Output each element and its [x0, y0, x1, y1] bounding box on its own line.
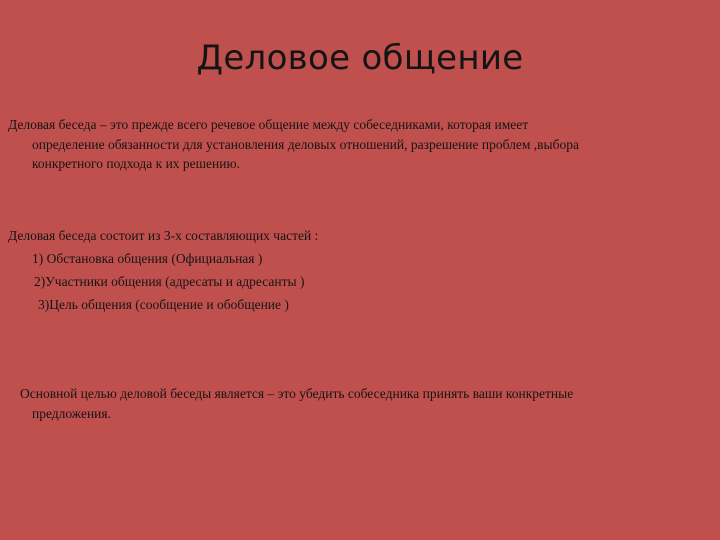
paragraph-line: предложения.	[32, 405, 111, 421]
paragraph-line: Основной целью деловой беседы является – это убедить собеседника принять ваши конкретные	[20, 386, 574, 401]
component-item-1: 1) Обстановка общения (Официальная )	[32, 251, 263, 266]
component-item-3: 3)Цель общения (сообщение и обобщение )	[38, 297, 289, 312]
component-item-2: 2)Участники общения (адресаты и адресанты )	[34, 274, 305, 289]
paragraph-definition	[8, 115, 698, 174]
slide-title: Деловое общение	[196, 38, 524, 78]
paragraph-line: определение обязанности для установления деловых отношений, разрешение проблем ,выбора	[32, 136, 579, 152]
components-intro: Деловая беседа состоит из 3-х составляющих частей :	[8, 228, 319, 243]
paragraph-line: конкретного подхода к их решению.	[32, 156, 240, 171]
paragraph-goal	[20, 384, 700, 423]
paragraph-line: Деловая беседа – это прежде всего речевое общение между собеседниками, которая имеет	[8, 117, 529, 132]
paragraph-components	[8, 224, 698, 316]
